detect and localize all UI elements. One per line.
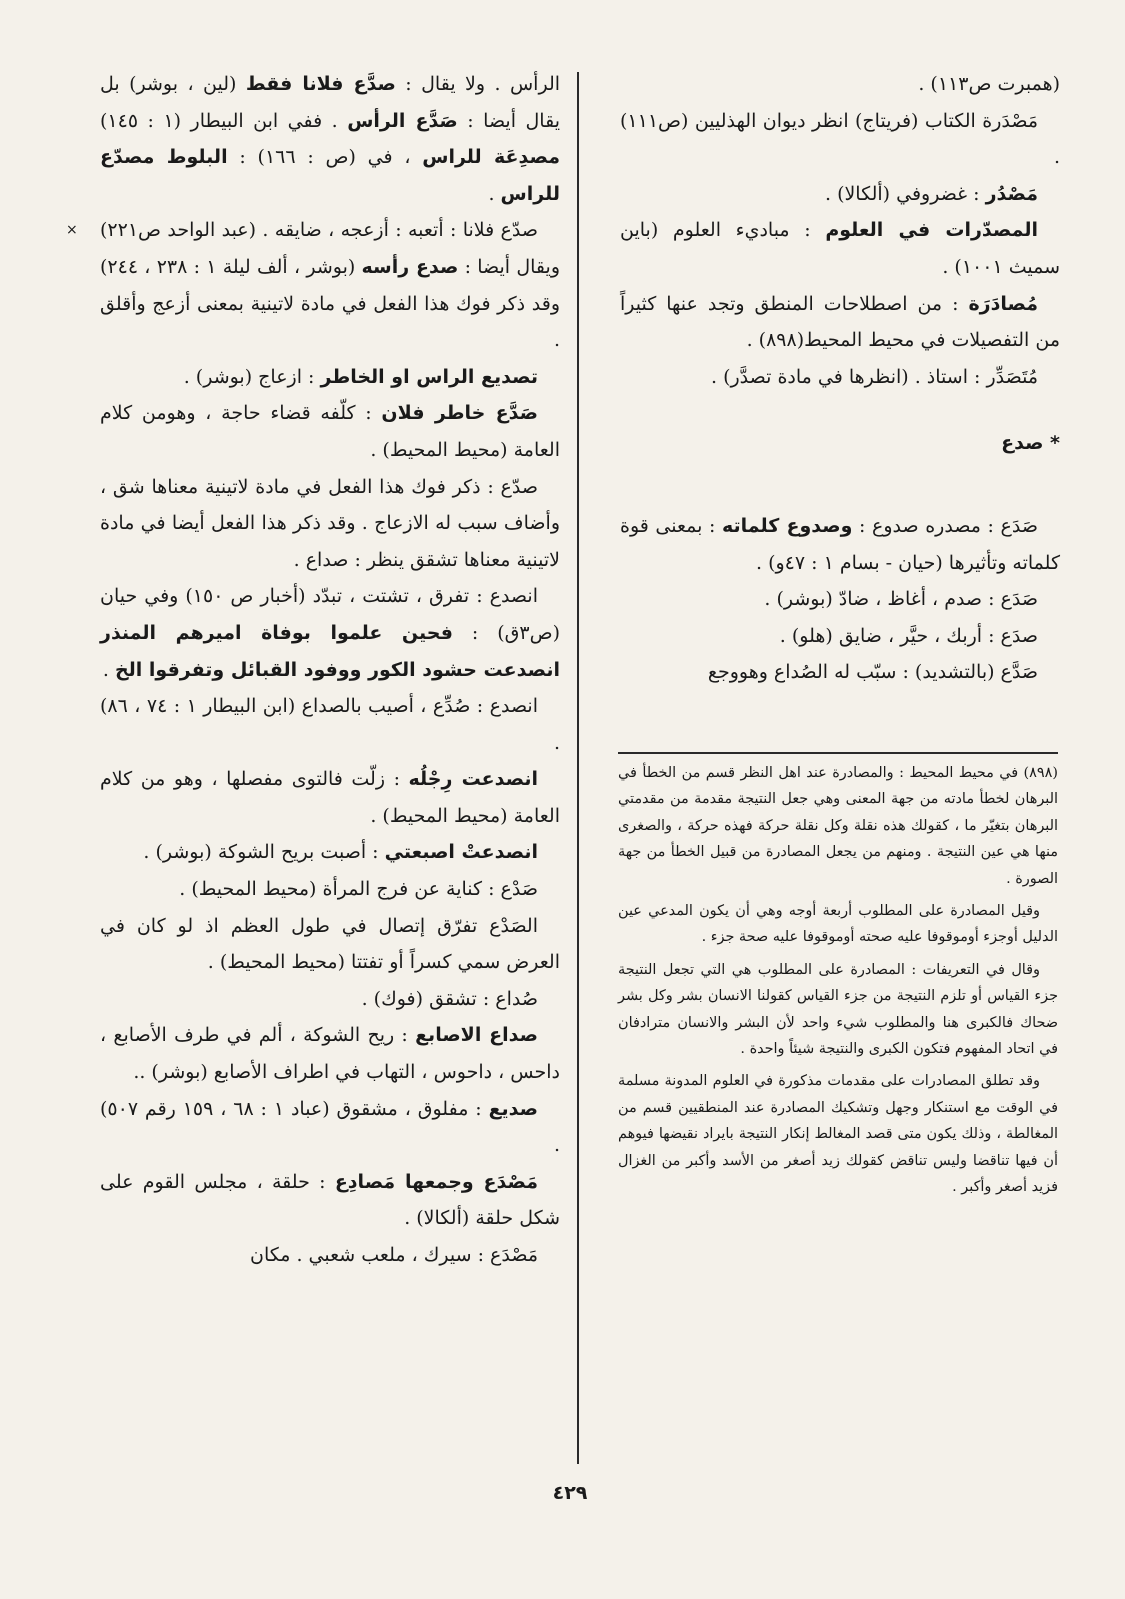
dictionary-entry bbox=[620, 508, 1060, 581]
entry-headword: البلوط مصدّع للراس bbox=[100, 146, 560, 205]
dictionary-entry bbox=[100, 761, 560, 834]
entry-text: (لين ، بوشر) بل يقال أيضا : bbox=[100, 73, 560, 132]
dictionary-entry bbox=[100, 834, 560, 871]
entry-text: (بوشر ، ألف ليلة ١ : ٢٣٨ ، ٢٤٤) وقد ذكر فوك هذا الفعل في مادة لاتينية بمعنى أزعج وأقلق . bbox=[100, 255, 560, 352]
entry-definition: : أصبت بريح الشوكة (بوشر) . bbox=[143, 841, 385, 864]
dictionary-entry bbox=[100, 395, 560, 468]
dictionary-entry bbox=[100, 212, 560, 358]
entry-definition: : من اصطلاحات المنطق وتجد عنها كثيراً من التفصيلات في محيط المحيط(٨٩٨) . bbox=[620, 292, 1060, 352]
entry-text: : بمعنى قوة كلماته وتأثيرها (حيان - بسام ١ : ٤٧و) . bbox=[620, 514, 1060, 574]
entry-headword: المصدّرات في العلوم bbox=[825, 219, 1039, 242]
entry-headword: انصدعت رِجْلُه bbox=[408, 768, 539, 791]
dictionary-entry bbox=[620, 212, 1060, 285]
entry-definition: : كلّفه قضاء حاجة ، وهومن كلام العامة (محيط المحيط) . bbox=[100, 402, 560, 461]
entry-text: صَدَع : مصدره صدوع : bbox=[852, 514, 1038, 537]
footnote-paragraph: (٨٩٨) في محيط المحيط : والمصادرة عند اهل النظر قسم من الخطأ في البرهان لخطأ مادته من جهة المعنى وهي جعل النتيجة مقدمة من مقدمتي البرهان بتغيّر ما ، كقولك هذه نقلة وكل نقلة حركة فهذه حركة ، والصغرى منها هي عين النتيجة . ومنهم من يجعل المصادرة من قبيل الخطأ من جهة الصورة . bbox=[618, 765, 1058, 887]
entry-text: الرأس . ولا يقال : bbox=[395, 73, 561, 95]
entry-headword: صديع bbox=[488, 1097, 539, 1120]
entry-headword: صَدَّع خاطر فلان bbox=[381, 402, 538, 425]
entry-headword: مَصْدَع وجمعها مَصادِع bbox=[334, 1170, 539, 1193]
entry-headword: صَدَّع الرأس bbox=[347, 109, 458, 132]
dictionary-entry bbox=[620, 286, 1060, 359]
entry-paragraph: مَصْدَرة الكتاب (فريتاج) انظر ديوان الهذليين (ص١١١) . bbox=[620, 109, 1060, 169]
entry-headword: صدع رأسه bbox=[361, 255, 459, 278]
entry-headword: مَصْدُر bbox=[985, 182, 1038, 205]
dictionary-entry bbox=[100, 359, 560, 396]
entry-headword: فحين علموا بوفاة اميرهم المنذر انصدعت حشود الكور ووفود القبائل وتفرقوا الخ bbox=[100, 621, 560, 681]
footnote-paragraph: وقد تطلق المصادرات على مقدمات مذكورة في العلوم المدونة مسلمة في الوقت مع استنكار وجهل وتشكيك المصادرة عند المنطقيين قسم من المغالطة ، وذلك يكون متى قصد المغالط إنكار النتيجة بايراد نقيضها فيوهم أن فيها تناقضا وليس تناقض كقولك زيد أصغر من الأسد وأكبر من الغزال فزيد أصغر وأكبر . bbox=[618, 1073, 1058, 1196]
entry-definition: : مفلوق ، مشقوق (عباد ١ : ٦٨ ، ١٥٩ رقم ٥٠٧) . bbox=[100, 1097, 560, 1157]
entry-paragraph: صَدَّع (بالتشديد) : سبّب له الصُداع وهووجع bbox=[707, 661, 1038, 684]
entry-headword: تصديع الراس او الخاطر bbox=[320, 365, 538, 388]
entry-text: . ففي ابن البيطار (١ : ١٤٥) bbox=[100, 109, 348, 132]
footnotes bbox=[618, 760, 1058, 1207]
column-divider bbox=[577, 72, 579, 1464]
entry-definition: : زلّت فالتوى مفصلها ، وهو من كلام العامة (محيط المحيط) . bbox=[100, 768, 560, 827]
entry-text: صدّع فلانا : أتعبه : أزعجه ، ضايقه . (عبد الواحد ص٢٢١) ويقال أيضا : bbox=[100, 219, 561, 278]
entry-paragraph: صَدَع : صدم ، أغاظ ، ضادّ (بوشر) . bbox=[764, 588, 1038, 611]
entry-definition: : غضروفي (ألكالا) . bbox=[824, 182, 986, 205]
entry-definition: : حلقة ، مجلس القوم على شكل حلقة (ألكالا) . bbox=[100, 1170, 560, 1230]
entry-paragraph: مُتَصَدِّر : استاذ . (انظرها في مادة تصدَّر) . bbox=[711, 365, 1038, 388]
dictionary-entry bbox=[100, 66, 560, 212]
entry-paragraph: مَصْدَع : سيرك ، ملعب شعبي . مكان bbox=[250, 1244, 538, 1266]
entry-paragraph: انصدع : صُدِّع ، أصيب بالصداع (ابن البيطار ١ : ٧٤ ، ٨٦) . bbox=[100, 695, 560, 754]
entry-text: . bbox=[488, 182, 501, 205]
entry-definition: : ريح الشوكة ، ألم في طرف الأصابع ، داحس ، داحوس ، التهاب في اطراف الأصابع (بوشر) .. bbox=[100, 1024, 560, 1084]
entry-paragraph: صَدْع : كناية عن فرج المرأة (محيط المحيط) . bbox=[179, 878, 538, 901]
entry-definition: : مباديء العلوم (باين سميث ١٠٠١) . bbox=[620, 219, 1060, 278]
margin-mark: × bbox=[66, 222, 78, 238]
footnote-rule bbox=[618, 752, 1058, 754]
entry-headword: مُصادَرَة bbox=[968, 292, 1038, 315]
entry-headword: صدَّع فلانا فقط bbox=[245, 73, 396, 95]
entry-text: انصدع : تفرق ، تشتت ، تبدّد (أخبار ص ١٥٠) وفي حيان (ص٣ق) : bbox=[100, 585, 560, 644]
entry-headword: مصدِعَة للراس bbox=[422, 146, 560, 169]
left-column bbox=[100, 66, 560, 1274]
entry-paragraph: الصَدْع تفرّق إتصال في طول العظم اذ لو كان في العرض سمي كسراً أو تفتتا (محيط المحيط) . bbox=[100, 914, 560, 974]
entry-paragraph: صدّع : ذكر فوك هذا الفعل في مادة لاتينية معناها شق ، وأضاف سبب له الازعاج . وقد ذكر هذا الفعل أيضا في مادة لاتينية معناها تشقق ينظر : صداع . bbox=[100, 475, 560, 571]
right-column bbox=[620, 66, 1060, 691]
entry-headword: صداع الاصابع bbox=[415, 1024, 538, 1047]
dictionary-entry bbox=[100, 1091, 560, 1164]
entry-paragraph: (همبرت ص١١٣) . bbox=[918, 73, 1060, 95]
dictionary-entry bbox=[100, 1017, 560, 1090]
footnote-paragraph: وقيل المصادرة على المطلوب أربعة أوجه وهي أن يكون المدعي عين الدليل أوجزء أوموقوفا عليه صحته أوموقوفا عليه صحة جزء . bbox=[618, 903, 1058, 946]
entry-paragraph: صُداع : تشقق (فوك) . bbox=[361, 987, 538, 1010]
entry-headword: وصدوع كلماته bbox=[722, 514, 853, 537]
entry-paragraph: صدَع : أربك ، حيَّر ، ضايق (هلو) . bbox=[779, 624, 1038, 647]
entry-text: ، في (ص : ١٦٦) : bbox=[227, 146, 423, 169]
dictionary-entry bbox=[620, 176, 1060, 213]
entry-text: . bbox=[102, 658, 115, 681]
entry-definition: : ازعاج (بوشر) . bbox=[183, 365, 321, 388]
dictionary-entry bbox=[100, 578, 560, 688]
footnote-paragraph: وقال في التعريفات : المصادرة على المطلوب هي التي تجعل النتيجة جزء القياس أو تلزم النتيجة من جزء القياس كقولنا الانسان بشر وكل بشر ضحاك فالكبرى هنا والمطلوب شيء واحد لأن البشر والانسان مترادفان في اتحاد المفهوم فتكون الكبرى والنتيجة شيئاً واحدة . bbox=[618, 961, 1058, 1058]
page-number: ٤٢٩ bbox=[552, 1482, 588, 1504]
entry-headword: انصدعتْ اصبعتي bbox=[384, 841, 538, 864]
section-heading: * صدع bbox=[1001, 432, 1060, 455]
dictionary-entry bbox=[100, 1164, 560, 1237]
